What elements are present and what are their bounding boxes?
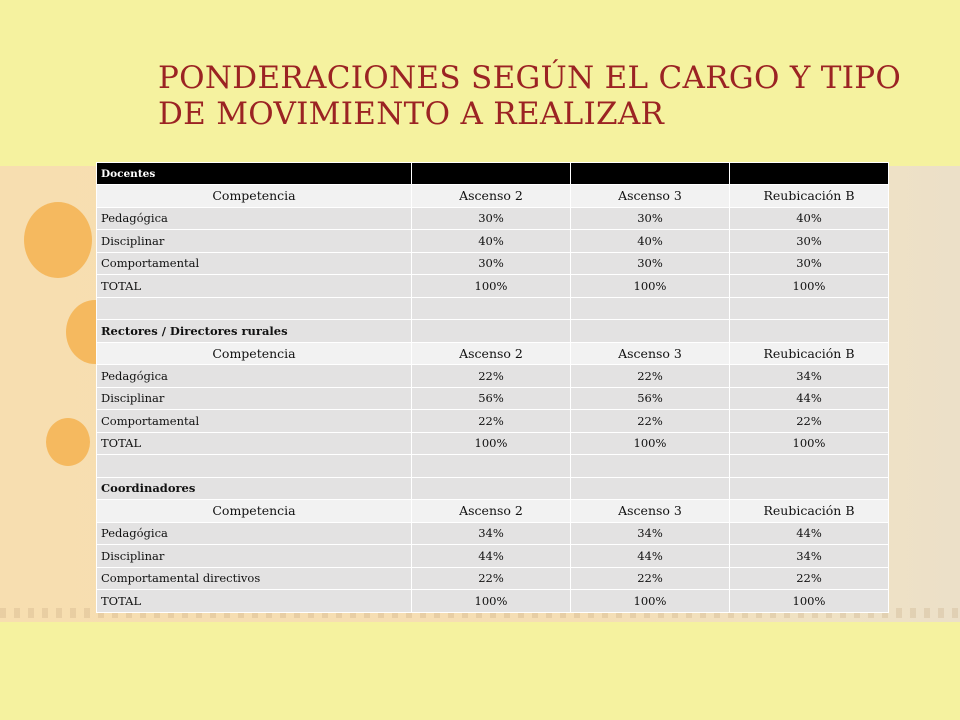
table-cell: 30% xyxy=(412,207,571,230)
table-cell: 30% xyxy=(571,207,730,230)
table-cell: 22% xyxy=(730,410,889,433)
table-cell: 100% xyxy=(412,275,571,298)
column-header-row xyxy=(97,342,889,365)
table-cell: 30% xyxy=(730,252,889,275)
column-header: Ascenso 2 xyxy=(412,500,571,523)
section-header-docentes xyxy=(97,163,889,185)
section-header-coordinadores xyxy=(97,477,889,500)
table-cell: TOTAL xyxy=(97,432,412,455)
table-cell: Comportamental xyxy=(97,252,412,275)
spacer-row xyxy=(97,455,889,478)
table-row-total xyxy=(97,275,889,298)
table-row xyxy=(97,387,889,410)
column-header: Ascenso 2 xyxy=(412,185,571,208)
column-header: Reubicación B xyxy=(730,185,889,208)
table-cell: 100% xyxy=(571,432,730,455)
table-cell: 22% xyxy=(730,567,889,590)
section-label: Coordinadores xyxy=(97,477,412,500)
table-cell: 100% xyxy=(730,432,889,455)
table-cell: 34% xyxy=(571,522,730,545)
table-cell: 40% xyxy=(730,207,889,230)
table-cell: 40% xyxy=(412,230,571,253)
section-label: Rectores / Directores rurales xyxy=(97,320,412,343)
section-label: Docentes xyxy=(97,163,412,185)
weights-table xyxy=(96,162,889,613)
table-row xyxy=(97,252,889,275)
table-cell: Disciplinar xyxy=(97,387,412,410)
column-header-row xyxy=(97,500,889,523)
table-cell: 22% xyxy=(571,567,730,590)
table-row-total xyxy=(97,590,889,613)
table-row xyxy=(97,410,889,433)
table-cell: Comportamental xyxy=(97,410,412,433)
table-cell: 34% xyxy=(730,545,889,568)
table-cell: Comportamental directivos xyxy=(97,567,412,590)
table-cell: 22% xyxy=(412,410,571,433)
table-cell: Disciplinar xyxy=(97,545,412,568)
slide-title xyxy=(158,60,918,132)
table-cell: 30% xyxy=(571,252,730,275)
table-cell: 100% xyxy=(571,275,730,298)
table-cell: 56% xyxy=(412,387,571,410)
table-cell: 44% xyxy=(571,545,730,568)
decorative-circle-large xyxy=(24,202,92,278)
column-header: Ascenso 2 xyxy=(412,342,571,365)
table-cell: TOTAL xyxy=(97,590,412,613)
column-header: Ascenso 3 xyxy=(571,342,730,365)
column-header: Competencia xyxy=(97,185,412,208)
table-cell: Pedagógica xyxy=(97,207,412,230)
table-row xyxy=(97,545,889,568)
table-cell: 100% xyxy=(571,590,730,613)
decorative-circle-small xyxy=(46,418,90,466)
table-cell: 30% xyxy=(412,252,571,275)
column-header: Reubicación B xyxy=(730,342,889,365)
table-cell: Pedagógica xyxy=(97,365,412,388)
column-header: Ascenso 3 xyxy=(571,500,730,523)
table-cell: 22% xyxy=(412,567,571,590)
table-cell: 100% xyxy=(412,590,571,613)
slide-title-line-2: DE MOVIMIENTO A REALIZAR xyxy=(158,96,665,132)
section-header-rectores xyxy=(97,320,889,343)
table-cell: 22% xyxy=(571,365,730,388)
slide-title-line-1: PONDERACIONES SEGÚN EL CARGO Y TIPO xyxy=(158,60,902,96)
table-cell: 34% xyxy=(730,365,889,388)
table-cell: 44% xyxy=(730,387,889,410)
table-row xyxy=(97,365,889,388)
table-row xyxy=(97,207,889,230)
table-cell: 100% xyxy=(730,275,889,298)
table-cell: Pedagógica xyxy=(97,522,412,545)
table-cell: TOTAL xyxy=(97,275,412,298)
table-cell: 30% xyxy=(730,230,889,253)
table-row-total xyxy=(97,432,889,455)
table-cell: 100% xyxy=(412,432,571,455)
table-cell: 22% xyxy=(571,410,730,433)
column-header: Competencia xyxy=(97,342,412,365)
table-row xyxy=(97,522,889,545)
column-header-row xyxy=(97,185,889,208)
spacer-row xyxy=(97,297,889,320)
table-row xyxy=(97,567,889,590)
table-cell: Disciplinar xyxy=(97,230,412,253)
table-row xyxy=(97,230,889,253)
table-cell: 34% xyxy=(412,522,571,545)
column-header: Ascenso 3 xyxy=(571,185,730,208)
table-cell: 44% xyxy=(730,522,889,545)
table-cell: 44% xyxy=(412,545,571,568)
table-cell: 100% xyxy=(730,590,889,613)
table-cell: 56% xyxy=(571,387,730,410)
table-cell: 22% xyxy=(412,365,571,388)
column-header: Competencia xyxy=(97,500,412,523)
column-header: Reubicación B xyxy=(730,500,889,523)
table-cell: 40% xyxy=(571,230,730,253)
